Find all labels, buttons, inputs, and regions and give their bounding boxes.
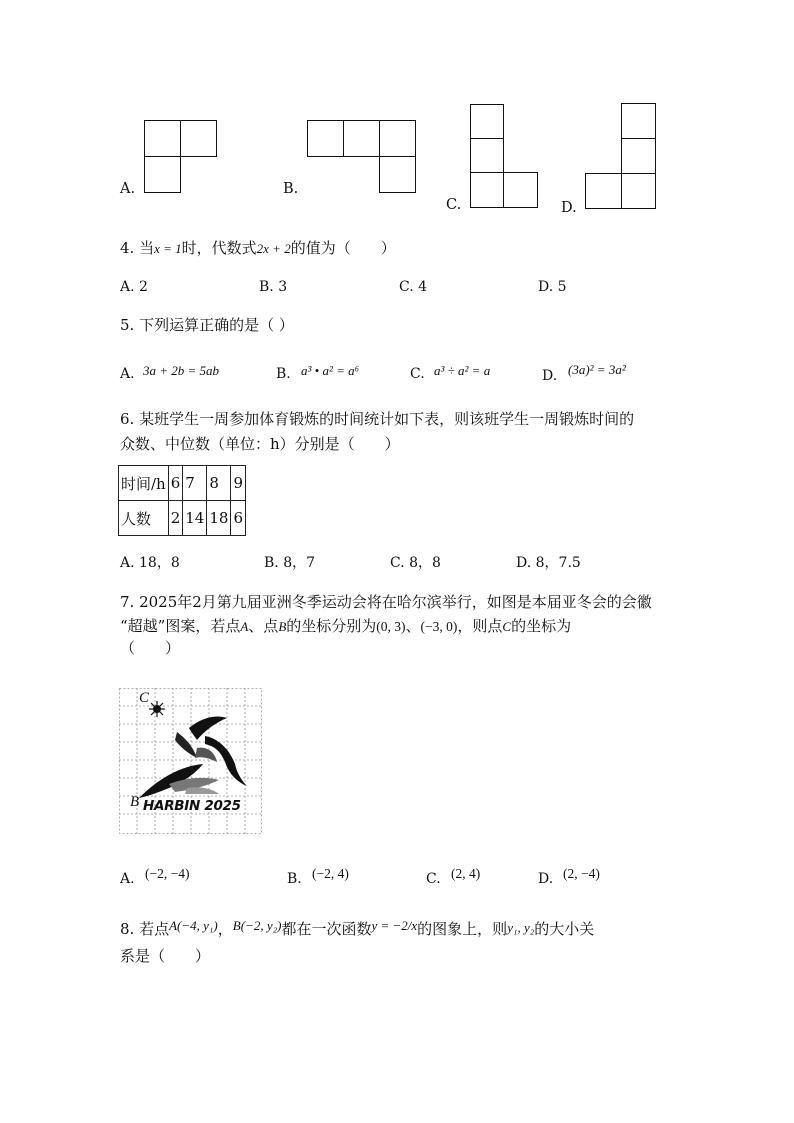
q4-stem — [120, 237, 396, 260]
q6-stats-table — [118, 465, 246, 536]
q7-stem-line1: 7. 2025年2月第九届亚洲冬季运动会将在哈尔滨举行，如图是本届亚冬会的会徽 — [120, 593, 652, 611]
q8-vars: y₁, y₂ — [507, 920, 535, 935]
q7-label-c: C — [139, 690, 150, 706]
q7-option-a-label: A. — [120, 871, 135, 887]
sun-icon — [149, 701, 165, 717]
q5-stem: 5. 下列运算正确的是（ ） — [120, 316, 294, 334]
table-cell: 人数 — [119, 501, 169, 536]
q4-option-c: C. 4 — [399, 279, 428, 295]
q5-option-b-label: B. — [276, 366, 291, 382]
q7-point-c-ref: C — [502, 619, 512, 634]
q7-label-b: B — [130, 794, 140, 810]
q5-option-c-expr: a³ ÷ a² = a — [434, 363, 491, 378]
q4-option-d: D. 5 — [538, 279, 567, 295]
q8-comma: ， — [217, 920, 233, 938]
q7-option-d-label: D. — [538, 871, 554, 887]
q7-option-c-expr: (2, 4) — [451, 866, 481, 881]
q7-point-a-ref: A — [240, 619, 249, 634]
q8-function: y = −2/x — [371, 918, 418, 933]
q3-option-c-label: C. — [446, 197, 462, 213]
q7-point-b-ref: B — [278, 619, 287, 634]
q6-option-b: B. 8，7 — [264, 555, 316, 571]
q7-coord-a: (0, 3) — [376, 619, 406, 634]
q7-option-a-expr: (−2, −4) — [145, 866, 190, 881]
q5-option-a-expr: 3a + 2b = 5ab — [143, 363, 220, 378]
q7-logo-figure — [119, 688, 262, 834]
q3-option-b-label: B. — [283, 181, 299, 197]
q4-expression: 2x + 2 — [256, 241, 291, 256]
q5-option-a-label: A. — [120, 366, 135, 382]
q6-option-c: C. 8，8 — [390, 555, 441, 571]
q7-option-c-label: C. — [426, 871, 441, 887]
q7-stem-part: 、点 — [248, 617, 279, 635]
q6-stem-line1: 6. 某班学生一周参加体育锻炼的时间统计如下表，则该班学生一周锻炼时间的 — [120, 410, 635, 428]
q7-stem-part: 的坐标分别为 — [286, 617, 377, 635]
q3-option-d-label: D. — [561, 200, 577, 216]
table-cell: 6 — [231, 501, 246, 536]
q4-stem-post: 的值为（ ） — [290, 239, 396, 257]
q4-stem-pre: 4. 当 — [120, 239, 155, 257]
q4-option-a: A. 2 — [120, 279, 148, 295]
q6-option-a: A. 18，8 — [120, 555, 180, 571]
q7-coord-b: (−3, 0) — [420, 619, 458, 634]
q3-option-a-label: A. — [120, 181, 136, 197]
q8-stem-line1 — [120, 918, 594, 941]
q8-stem-mid: 都在一次函数 — [281, 920, 372, 938]
table-cell: 2 — [168, 501, 183, 536]
table-cell: 14 — [183, 501, 207, 536]
q4-stem-mid: 时，代数式 — [181, 239, 257, 257]
q8-stem-mid2: 的图象上，则 — [417, 920, 508, 938]
q7-logo-text: HARBIN 2025 — [143, 798, 241, 814]
q7-option-b-label: B. — [287, 871, 302, 887]
q8-point-b: B(−2, y₂) — [232, 918, 282, 933]
q8-stem-line2: 系是（ ） — [120, 947, 211, 965]
table-cell: 6 — [168, 466, 183, 501]
table-row — [119, 501, 246, 536]
q7-label-a: A — [199, 716, 207, 730]
q8-point-a: A(−4, y₁) — [169, 918, 218, 933]
q6-stem-line2: 众数、中位数（单位：h）分别是（ ） — [120, 435, 400, 453]
q7-stem-part: 的坐标为 — [511, 617, 572, 635]
q4-condition: x = 1 — [154, 241, 182, 256]
q7-stem-part: ，则点 — [457, 617, 503, 635]
table-cell: 18 — [207, 501, 231, 536]
q7-stem-part: 、 — [405, 617, 421, 635]
q6-option-d: D. 8，7.5 — [516, 555, 581, 571]
q7-stem-part: “超越”图案，若点 — [120, 617, 241, 635]
q7-option-b-expr: (−2, 4) — [312, 866, 349, 881]
q5-option-d-expr: (3a)² = 3a² — [568, 362, 626, 377]
table-cell: 时间/h — [119, 466, 169, 501]
table-cell: 7 — [183, 466, 207, 501]
q4-option-b: B. 3 — [259, 279, 288, 295]
q8-stem-pre: 8. 若点 — [120, 920, 170, 938]
q7-stem-line2 — [120, 615, 571, 638]
q5-option-c-label: C. — [410, 366, 425, 382]
table-cell: 9 — [231, 466, 246, 501]
q7-stem-line3: （ ） — [120, 639, 181, 657]
q7-option-d-expr: (2, −4) — [563, 866, 600, 881]
table-row — [119, 466, 246, 501]
table-cell: 8 — [207, 466, 231, 501]
q5-option-b-expr: a³ • a² = a⁶ — [301, 363, 360, 378]
q5-option-d-label: D. — [542, 368, 558, 384]
q8-stem-post: 的大小关 — [534, 920, 595, 938]
